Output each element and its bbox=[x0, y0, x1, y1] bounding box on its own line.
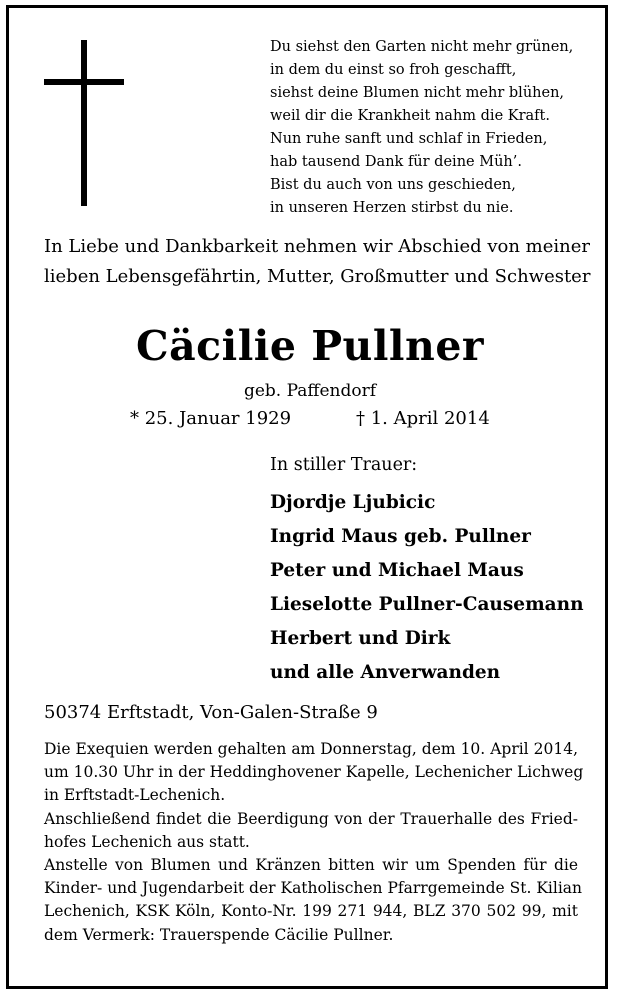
intro-line: In Liebe und Dankbarkeit nehmen wir Abschied von meiner bbox=[44, 236, 591, 257]
mourner-name: Lieselotte Pullner-Causemann bbox=[270, 594, 584, 615]
intro-line: lieben Lebensgefährtin, Mutter, Großmutter und Schwester bbox=[44, 266, 591, 287]
poem-line: Bist du auch von uns geschieden, bbox=[270, 177, 516, 193]
birth-name: geb. Paffendorf bbox=[243, 381, 377, 401]
info-line: Lechenich, KSK Köln, Konto-Nr. 199 271 944, BLZ 370 502 99, mit bbox=[44, 902, 578, 921]
death-date: † 1. April 2014 bbox=[356, 408, 490, 429]
deceased-name: Cäcilie Pullner bbox=[135, 322, 485, 370]
info-line: Anschließend findet die Beerdigung von der Trauerhalle des Fried- bbox=[44, 809, 578, 828]
poem-line: siehst deine Blumen nicht mehr blühen, bbox=[270, 85, 565, 101]
poem-line: weil dir die Krankheit nahm die Kraft. bbox=[270, 108, 550, 124]
info-line: Die Exequien werden gehalten am Donnerstag, dem 10. April 2014, bbox=[44, 740, 578, 758]
poem-line: in dem du einst so froh geschafft, bbox=[270, 62, 517, 78]
info-line: dem Vermerk: Trauerspende Cäcilie Pullner. bbox=[44, 925, 394, 944]
info-line: Kinder- und Jugendarbeit der Katholischen Pfarrgemeinde St. Kilian bbox=[44, 879, 582, 898]
info-line: um 10.30 Uhr in der Heddinghovener Kapelle, Lechenicher Lichweg bbox=[44, 763, 584, 782]
info-line: Anstelle von Blumen und Kränzen bitten wir um Spenden für die bbox=[44, 856, 578, 875]
poem bbox=[270, 36, 590, 220]
poem-line: hab tausend Dank für deine Müh’. bbox=[270, 154, 522, 170]
farewell-intro bbox=[44, 232, 591, 292]
info-line: hofes Lechenich aus statt. bbox=[44, 832, 250, 851]
poem-line: Nun ruhe sanft und schlaf in Frieden, bbox=[270, 131, 548, 147]
burial-paragraph bbox=[44, 808, 578, 854]
mourner-name: und alle Anverwanden bbox=[270, 662, 501, 683]
exequies-paragraph bbox=[44, 738, 584, 808]
birth-date: * 25. Januar 1929 bbox=[130, 408, 292, 429]
donation-paragraph bbox=[44, 854, 582, 947]
poem-line: in unseren Herzen stirbst du nie. bbox=[270, 200, 514, 216]
family-address: 50374 Erftstadt, Von-Galen-Straße 9 bbox=[44, 702, 378, 723]
info-line: in Erftstadt-Lechenich. bbox=[44, 786, 226, 805]
cross-vertical-bar bbox=[81, 40, 87, 206]
mourner-name: Peter und Michael Maus bbox=[270, 560, 524, 581]
cross-horizontal-bar bbox=[44, 79, 124, 85]
service-info bbox=[44, 738, 584, 947]
poem-line: Du siehst den Garten nicht mehr grünen, bbox=[270, 39, 574, 55]
mourner-name: Herbert und Dirk bbox=[270, 628, 451, 649]
mourner-name: Ingrid Maus geb. Pullner bbox=[270, 526, 531, 547]
mourners-list bbox=[270, 486, 584, 690]
mourners-label: In stiller Trauer: bbox=[270, 455, 418, 475]
mourner-name: Djordje Ljubicic bbox=[270, 492, 436, 513]
